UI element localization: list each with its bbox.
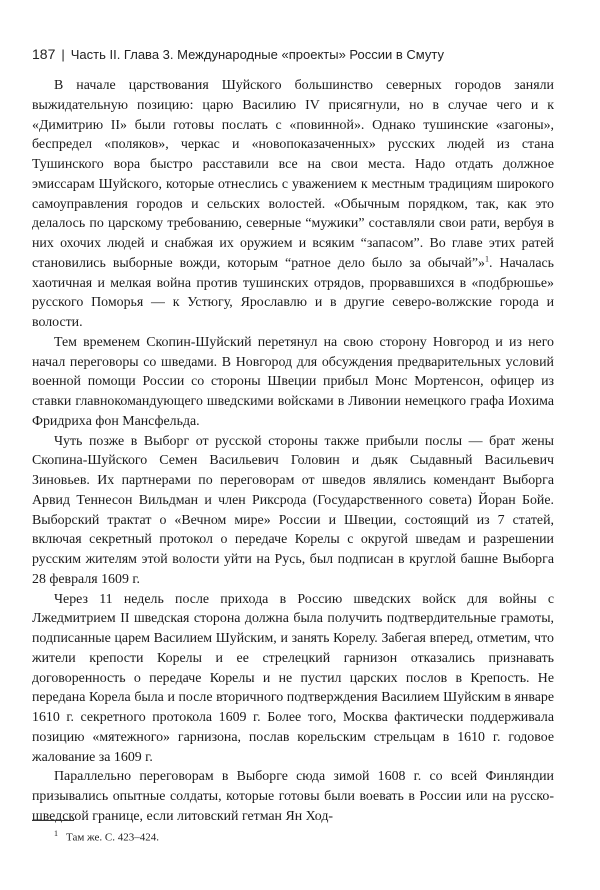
header-separator: | xyxy=(61,47,65,62)
footnote-text: Там же. С. 423–424. xyxy=(66,831,159,844)
paragraph-5: Параллельно переговорам в Выборге сюда зимой 1608 г. со всей Финляндии призывались опытные солдаты, которые готовы были воевать в России или на русско-шведской границе, если литовский гетман Ян Ход- xyxy=(32,769,554,824)
footnote-ref: 1 xyxy=(484,254,489,264)
paragraph-3: Чуть позже в Выборг от русской стороны также прибыли послы — брат жены Скопина-Шуйского Семен Васильевич Головин и дьяк Сыдавный Васильевич Зиновьев. Их партнерами по переговорам от шведов являлись комендант Выборга Арвид Теннесон Вильдман и член Риксрода (Государственного совета) Йоран Бойе. Выборский трактат о «Вечном мире» России и Швеции, состоящий из 7 статей, включая секретный протокол о передаче Корелы с округой шведам и разрешении русским жителям этой волости уйти на Русь, был подписан в круглой башне Выборга 28 февраля 1609 г. xyxy=(32,433,554,587)
footnote-divider xyxy=(32,820,74,821)
footnote xyxy=(54,829,159,844)
running-header xyxy=(32,46,552,62)
paragraph-text-continued: . Началась хаотичная и мелкая война против тушинских отрядов, прорвавшихся в «подбрюшье» русского Поморья — к Устюгу, Ярославлю и в другие северо-волжские города и волости. xyxy=(32,255,554,330)
footnote-number: 1 xyxy=(54,829,58,838)
paragraph-1 xyxy=(32,76,554,333)
page-body xyxy=(32,76,554,827)
paragraph-4: Через 11 недель после прихода в Россию шведских войск для войны с Лжедмитрием II шведская сторона должна была получить подтвердительные грамоты, подписанные царем Василием Шуйским, и занять Корелу. Забегая вперед, отметим, что жители крепости Корелы и ее стрелецкий гарнизон отказались признавать договоренность о передаче Корелы и не пустил царских послов в Крепость. Не передана Корела была и после вторичного подтверждения Василием Шуйским в январе 1610 г. секретного протокола 1609 г. Более того, Москва фактически поддерживала позицию «мятежного» гарнизона, послав корельским стрельцам в 1610 г. годовое жалование за 1609 г. xyxy=(32,591,554,765)
page-number: 187 xyxy=(32,46,56,62)
running-title: Часть II. Глава 3. Международные «проекты» России в Смуту xyxy=(70,47,444,62)
paragraph-text: В начале царствования Шуйского большинство северных городов заняли выжидательную позицию: царю Василию IV присягнули, но в случае чего и к «Димитрию II» были готовы послать с «повинной». Однако тушинские «загоны», беспредел «поляков», черкас и «новопоказаченных» русских людей из стана Тушинского вора быстро расставили все на свои места. Надо отдать должное эмиссарам Шуйского, которые отнеслись с уважением к местным традициям широкого самоуправления городов и сельских волостей. «Обычным порядком, так, как это делалось по царскому требованию, северные “мужики” составляли свои рати, вербуя в них охочих людей и снабжая их оружием и всяким “запасом”. Во главе этих ратей становились выборные вожди, которым “ратное дело было за обычай”» xyxy=(32,78,554,271)
paragraph-2: Тем временем Скопин-Шуйский перетянул на свою сторону Новгород и из него начал переговоры со шведами. В Новгород для обсуждения предварительных условий военной помощи России со стороны Швеции прибыл Монс Мортенсон, офицер из ставки главнокомандующего шведскими войсками в Ливонии немецкого графа Иохима Фридрихa фон Мансфельда. xyxy=(32,334,554,429)
